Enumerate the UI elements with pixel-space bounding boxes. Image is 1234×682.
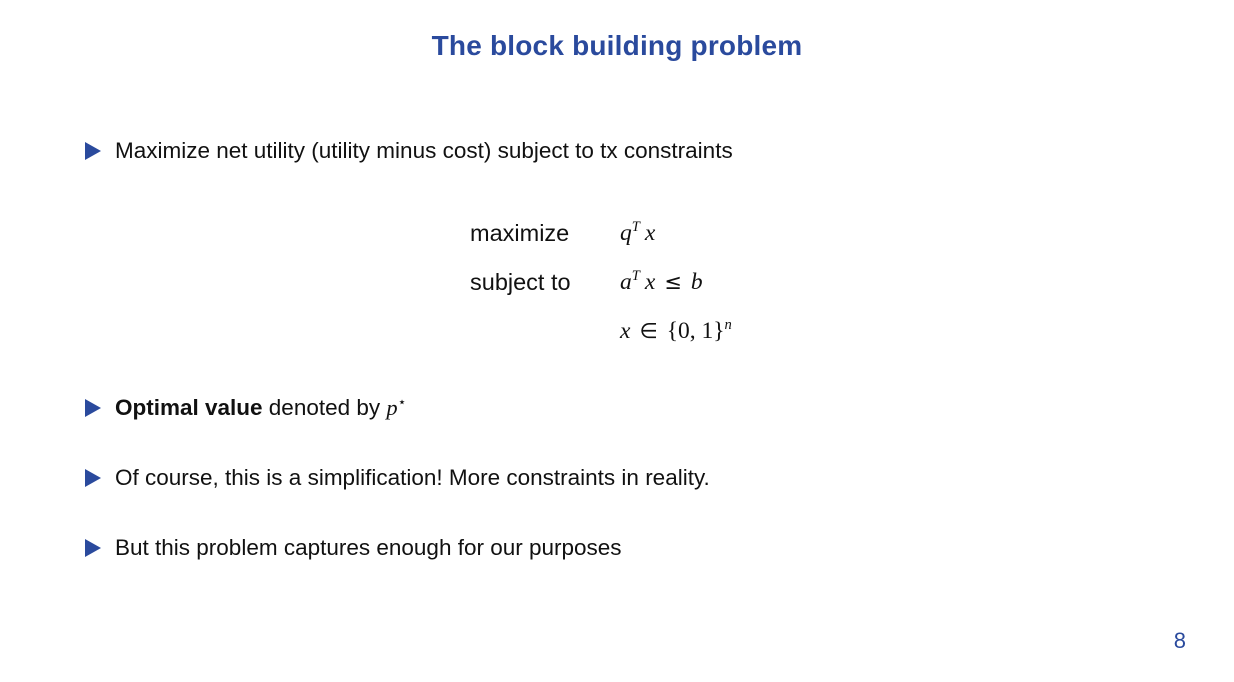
math-objective xyxy=(620,209,732,258)
math-label-maximize: maximize xyxy=(470,220,570,246)
math-set: {0, 1} xyxy=(666,318,725,344)
math-var: q xyxy=(620,220,632,246)
math-var: b xyxy=(690,269,703,295)
math-superscript: n xyxy=(724,317,732,334)
bullet-item-3 xyxy=(85,463,710,493)
math-label-subject-to: subject to xyxy=(470,269,571,295)
star-superscript: ⋆ xyxy=(397,393,407,410)
plain-text: denoted by xyxy=(262,395,387,420)
bullet-triangle-icon xyxy=(85,142,101,160)
bullet-text: But this problem captures enough for our purposes xyxy=(115,535,622,560)
math-label-empty xyxy=(470,307,598,356)
bullet-item-2 xyxy=(85,393,406,423)
math-constraint-1 xyxy=(620,258,732,307)
element-of-symbol: ∈ xyxy=(639,319,658,343)
slide-title: The block building problem xyxy=(431,30,803,61)
bullet-triangle-icon xyxy=(85,399,101,417)
less-equal-symbol: ≤ xyxy=(664,270,682,294)
bullet-text: Maximize net utility (utility minus cost) subject to tx constraints xyxy=(115,138,733,163)
bullet-triangle-icon xyxy=(85,539,101,557)
math-var: x xyxy=(644,269,656,295)
optimization-problem xyxy=(470,209,732,356)
bullet-text: Of course, this is a simplification! More constraints in reality. xyxy=(115,465,710,490)
math-var: x xyxy=(620,318,631,344)
bullet-triangle-icon xyxy=(85,469,101,487)
math-constraint-2 xyxy=(620,307,732,356)
math-superscript: T xyxy=(631,268,640,285)
math-var: p xyxy=(386,395,398,420)
page-number: 8 xyxy=(1173,628,1186,653)
bullet-item-4 xyxy=(85,533,622,563)
math-var: a xyxy=(620,269,632,295)
math-var: x xyxy=(644,220,656,246)
bold-text: Optimal value xyxy=(115,395,263,420)
bullet-item-1 xyxy=(85,136,733,166)
math-superscript: T xyxy=(631,219,640,236)
bullet-text xyxy=(115,393,406,423)
